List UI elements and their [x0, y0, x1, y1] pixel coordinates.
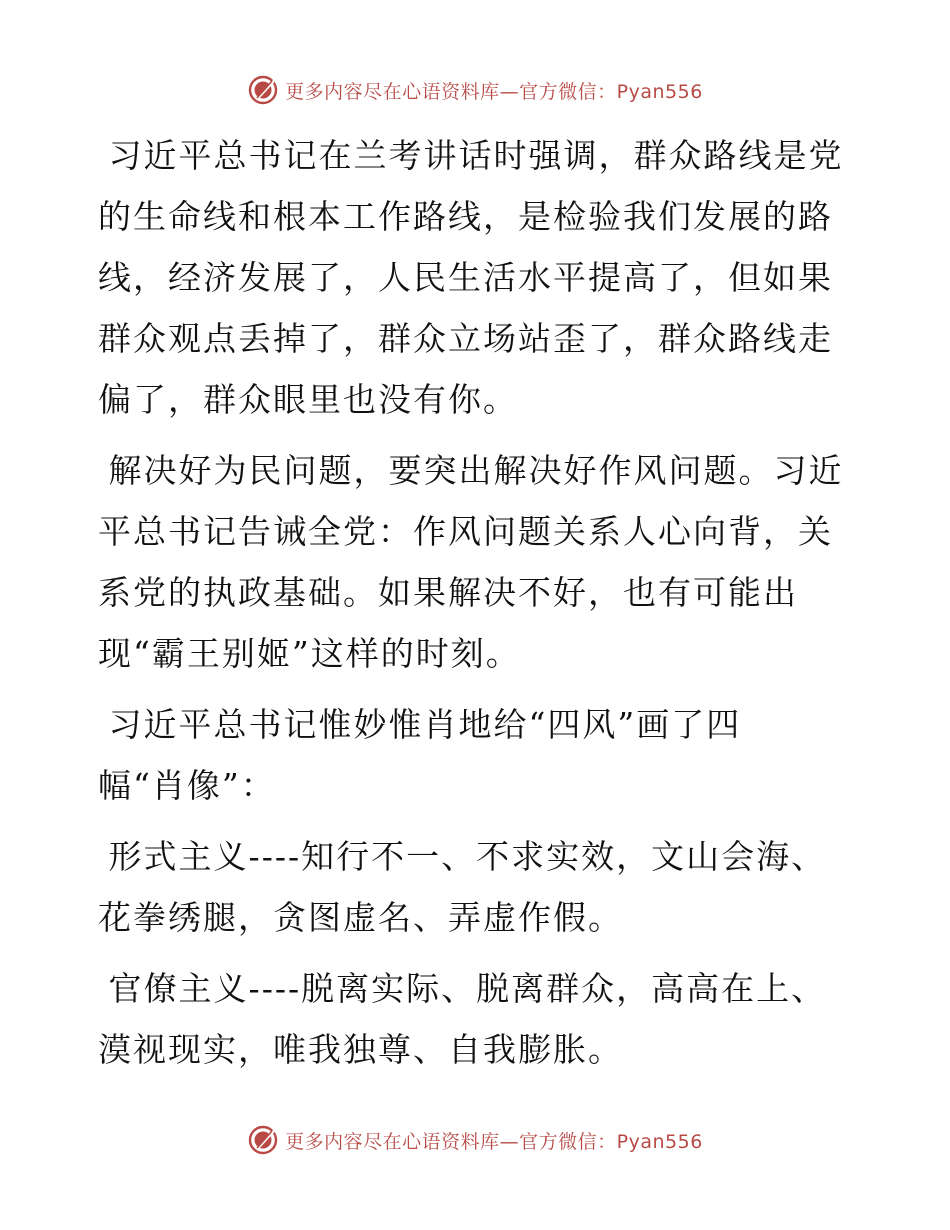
- document-body: [98, 125, 858, 1090]
- quill-seal-logo-icon: [247, 74, 279, 106]
- footer-wechat-id: Pyan556: [616, 1130, 703, 1153]
- footer-banner-text: [285, 1127, 703, 1154]
- paragraph-2: 解决好为民问题，要突出解决好作风问题。习近平总书记告诫全党：作风问题关系人心向背，关系党的执政基础。如果解决不好，也有可能出现“霸王别姬”这样的时刻。: [98, 451, 844, 673]
- paragraph-3: 习近平总书记惟妙惟肖地给“四风”画了四幅“肖像”：: [98, 705, 742, 805]
- paragraph-1: 习近平总书记在兰考讲话时强调，群众路线是党的生命线和根本工作路线，是检验我们发展的路线，经济发展了，人民生活水平提高了，但如果群众观点丢掉了，群众立场站歪了，群众路线走偏了，群众眼里也没有你。: [98, 136, 844, 419]
- header-wechat-id: Pyan556: [616, 80, 703, 103]
- footer-banner: [0, 1120, 950, 1160]
- paragraph-5: 官僚主义----脱离实际、脱离群众，高高在上、漠视现实，唯我独尊、自我膨胀。: [98, 969, 827, 1069]
- paragraph-4: 形式主义----知行不一、不求实效，文山会海、花拳绣腿，贪图虚名、弄虚作假。: [98, 837, 827, 937]
- footer-text: 更多内容尽在心语资料库—官方微信：: [285, 1130, 617, 1153]
- header-banner-text: [285, 77, 703, 104]
- header-banner: [0, 70, 950, 110]
- header-text: 更多内容尽在心语资料库—官方微信：: [285, 80, 617, 103]
- quill-seal-logo-icon: [247, 1124, 279, 1156]
